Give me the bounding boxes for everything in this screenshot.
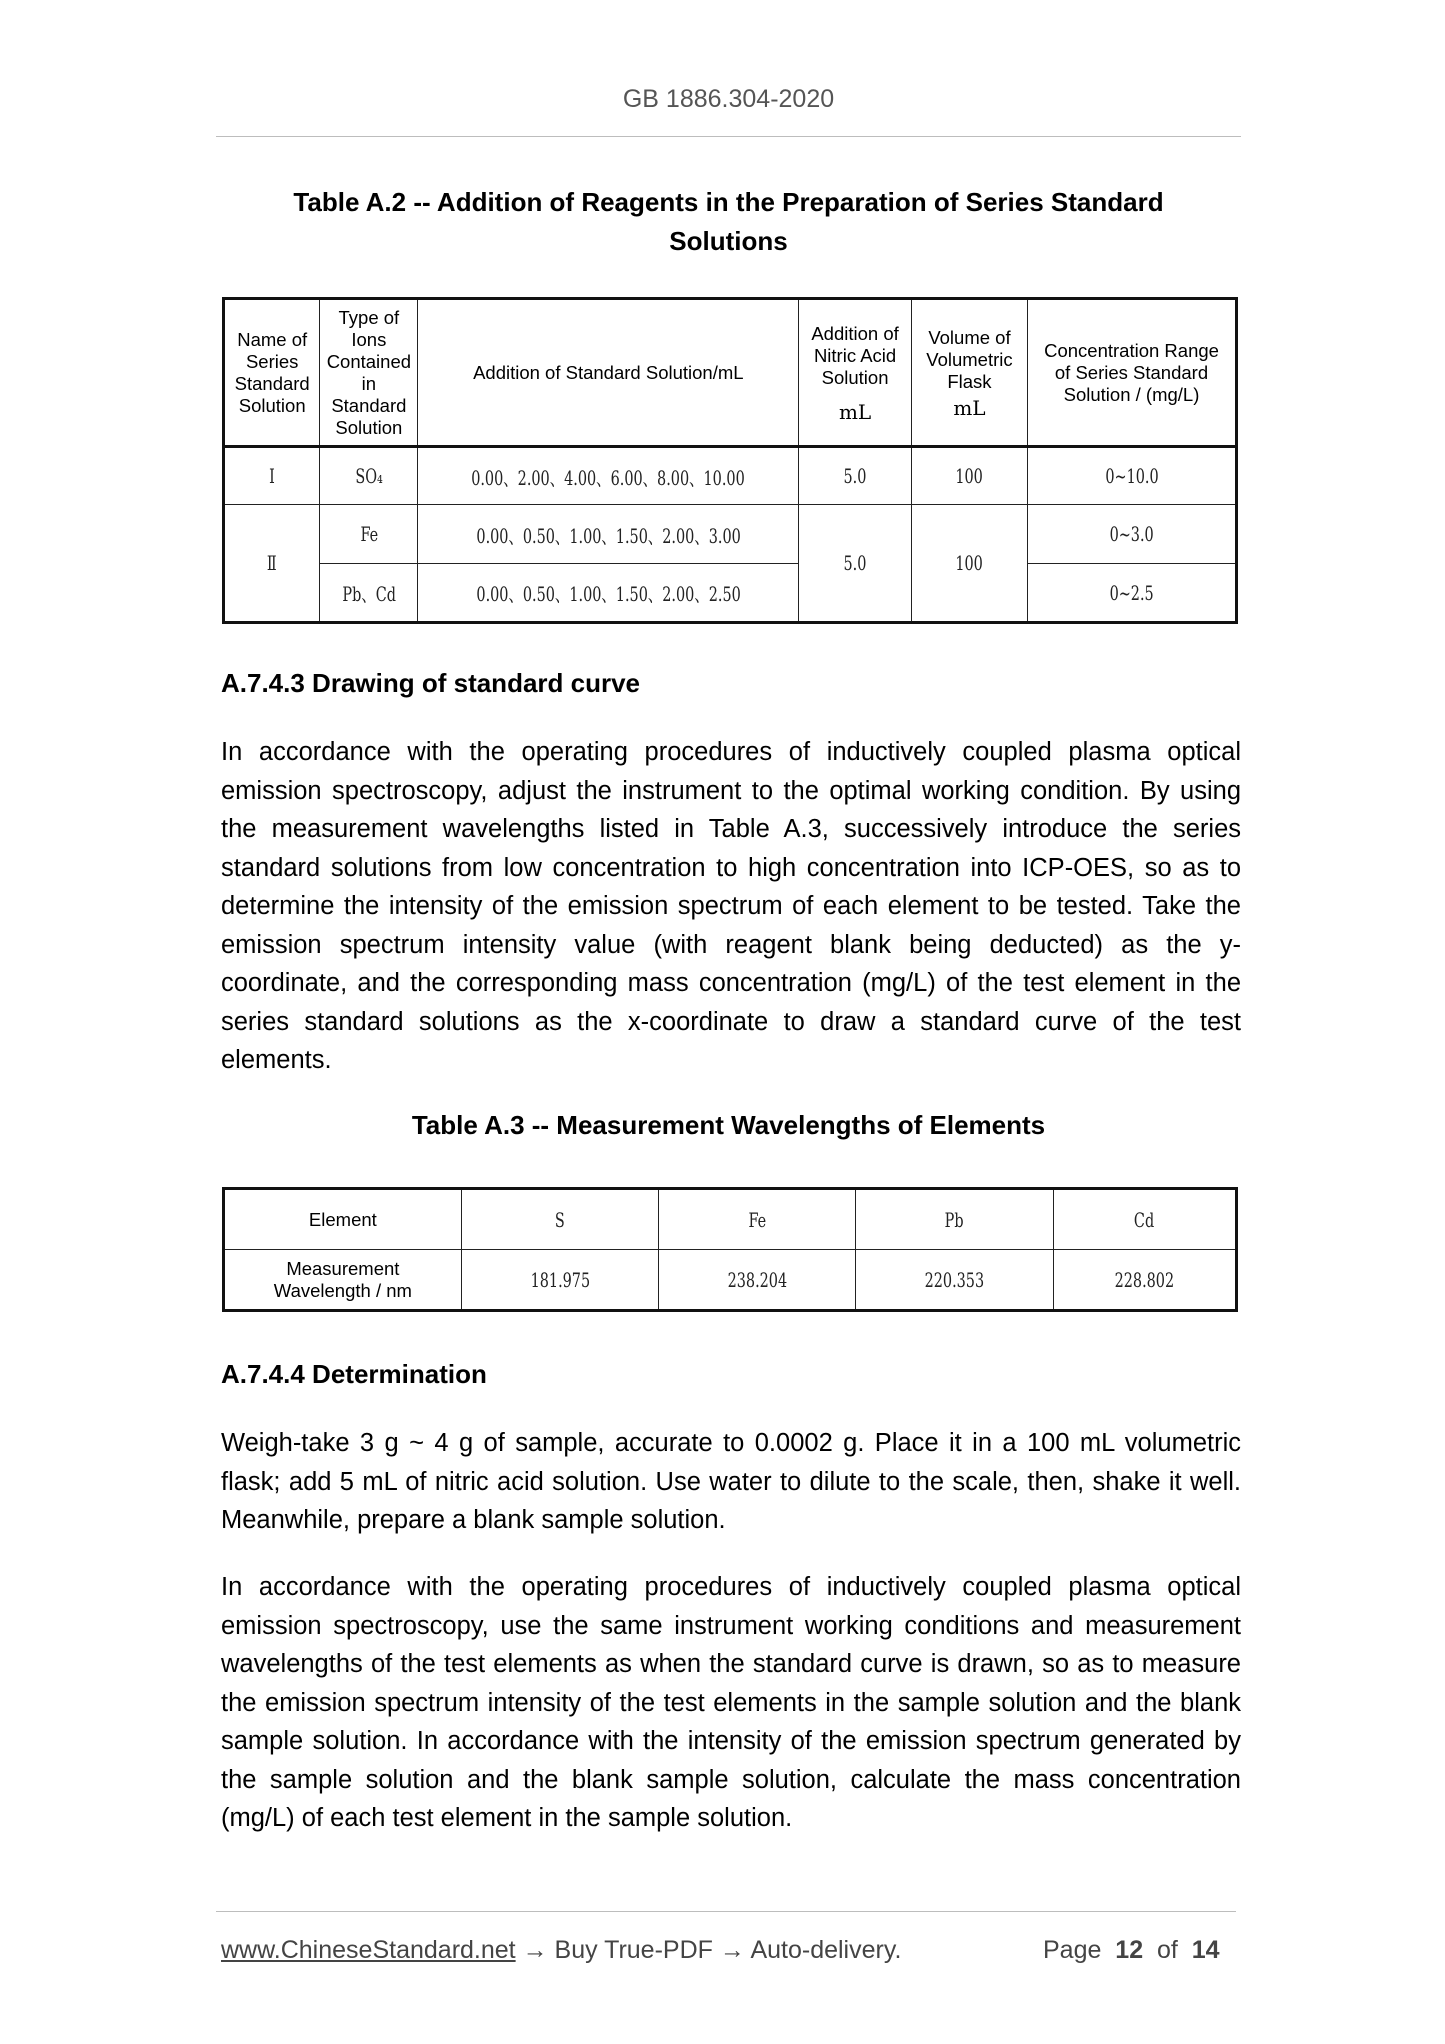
table-a3-element-row	[224, 1189, 1237, 1250]
wavelength-cell: 228.802	[1053, 1250, 1236, 1311]
header-nitric-acid-label: Addition of Nitric Acid Solution	[811, 322, 899, 388]
page-word: Page	[1043, 1936, 1102, 1964]
footer-promo	[221, 1936, 901, 1965]
website-link[interactable]: www.ChineseStandard.net	[221, 1936, 516, 1964]
header-concentration-range: Concentration Range of Series Standard Solution / (mg/L)	[1028, 299, 1237, 447]
ion-cell: Pb、Cd	[320, 564, 418, 623]
current-page: 12	[1115, 1936, 1144, 1964]
page-number	[1043, 1936, 1220, 1965]
table-a2-caption-line1: Table A.2 -- Addition of Reagents in the Preparation of Series Standard	[293, 187, 1164, 217]
range-cell: 0~3.0	[1028, 505, 1237, 564]
table-a3-caption: Table A.3 -- Measurement Wavelengths of Elements	[411, 1110, 1046, 1140]
section-a743-title: A.7.4.3 Drawing of standard curve	[221, 668, 641, 698]
section-a743-paragraph: In accordance with the operating procedures of inductively coupled plasma optical emission spectroscopy, adjust the instrument to the optimal working condition. By using the measurement wavelengths listed in Table A.3, successively introduce the series standard solutions from low concentration to high concentration into ICP-OES, so as to determine the intensity of the emission spectrum of each element to be tested. Take the emission spectrum intensity value (with reagent blank being deducted) as the y-coordinate, and the corresponding mass concentration (mg/L) of the test element in the series standard solutions as the x-coordinate to draw a standard curve of the test elements.	[221, 738, 1241, 1074]
header-series-name: Name of Series Standard Solution	[224, 299, 320, 447]
header-standard-addition: Addition of Standard Solution/mL	[418, 299, 799, 447]
header-ion-type: Type of Ions Contained in Standard Solution	[320, 299, 418, 447]
table-a2-header-row	[224, 299, 1237, 447]
footer-divider	[216, 1911, 1236, 1912]
table-a3-wavelength-row	[224, 1250, 1237, 1311]
wavelength-cell: 220.353	[856, 1250, 1053, 1311]
footer-buy-text: Buy True-PDF	[554, 1936, 713, 1964]
wavelength-label: Measurement Wavelength / nm	[224, 1250, 462, 1311]
addition-cell: 0.00、0.50、1.00、1.50、2.00、3.00	[418, 505, 799, 564]
document-code-header: GB 1886.304-2020	[622, 85, 835, 113]
header-flask-volume-label: Volume of Volumetric Flask	[926, 326, 1013, 392]
header-flask-volume-unit: mL	[953, 395, 986, 420]
addition-cell: 0.00、2.00、4.00、6.00、8.00、10.00	[418, 447, 799, 505]
ion-cell: SO₄	[320, 447, 418, 505]
ion-cell: Fe	[320, 505, 418, 564]
section-a744-title: A.7.4.4 Determination	[221, 1359, 487, 1389]
element-cell: S	[461, 1189, 658, 1250]
header-nitric-acid-unit: mL	[838, 399, 872, 424]
table-row	[224, 447, 1237, 505]
table-a2	[222, 297, 1238, 624]
range-cell: 0~2.5	[1028, 564, 1237, 623]
section-a744-paragraph-1: Weigh-take 3 g ~ 4 g of sample, accurate to 0.0002 g. Place it in a 100 mL volumetric flask; add 5 mL of nitric acid solution. Use water to dilute to the scale, then, shake it well. Meanwhile, prepare a blank sample solution.	[221, 1429, 1241, 1534]
header-nitric-acid	[799, 299, 912, 447]
section-a744-paragraph-2: In accordance with the operating procedures of inductively coupled plasma optical emission spectroscopy, use the same instrument working conditions and measurement wavelengths of the test elements as when the standard curve is drawn, so as to measure the emission spectrum intensity of the test elements in the sample solution and the blank sample solution. In accordance with the intensity of the emission spectrum generated by the sample solution and the blank sample solution, calculate the mass concentration (mg/L) of each test element in the sample solution.	[221, 1573, 1241, 1832]
nitric-cell: 5.0	[799, 505, 912, 623]
table-a2-caption	[216, 183, 1241, 261]
table-row	[224, 564, 1237, 623]
arrow-right-icon: →	[522, 1936, 548, 1964]
arrow-right-icon: →	[719, 1936, 745, 1964]
wavelength-cell: 181.975	[461, 1250, 658, 1311]
of-word: of	[1157, 1936, 1178, 1964]
range-cell: 0~10.0	[1028, 447, 1237, 505]
element-cell: Pb	[856, 1189, 1053, 1250]
element-cell: Fe	[659, 1189, 856, 1250]
volume-cell: 100	[911, 505, 1027, 623]
nitric-cell: 5.0	[799, 447, 912, 505]
element-cell: Cd	[1053, 1189, 1236, 1250]
header-divider	[216, 136, 1241, 137]
header-flask-volume	[911, 299, 1027, 447]
series-cell: Ⅱ	[224, 505, 320, 623]
table-a3	[222, 1187, 1238, 1312]
total-pages: 14	[1191, 1936, 1220, 1964]
table-row	[224, 505, 1237, 564]
wavelength-cell: 238.204	[659, 1250, 856, 1311]
volume-cell: 100	[911, 447, 1027, 505]
table-a2-caption-line2: Solutions	[669, 226, 788, 256]
element-label: Element	[224, 1189, 462, 1250]
footer-auto-text: Auto-delivery.	[750, 1936, 902, 1964]
series-cell: Ⅰ	[224, 447, 320, 505]
addition-cell: 0.00、0.50、1.00、1.50、2.00、2.50	[418, 564, 799, 623]
